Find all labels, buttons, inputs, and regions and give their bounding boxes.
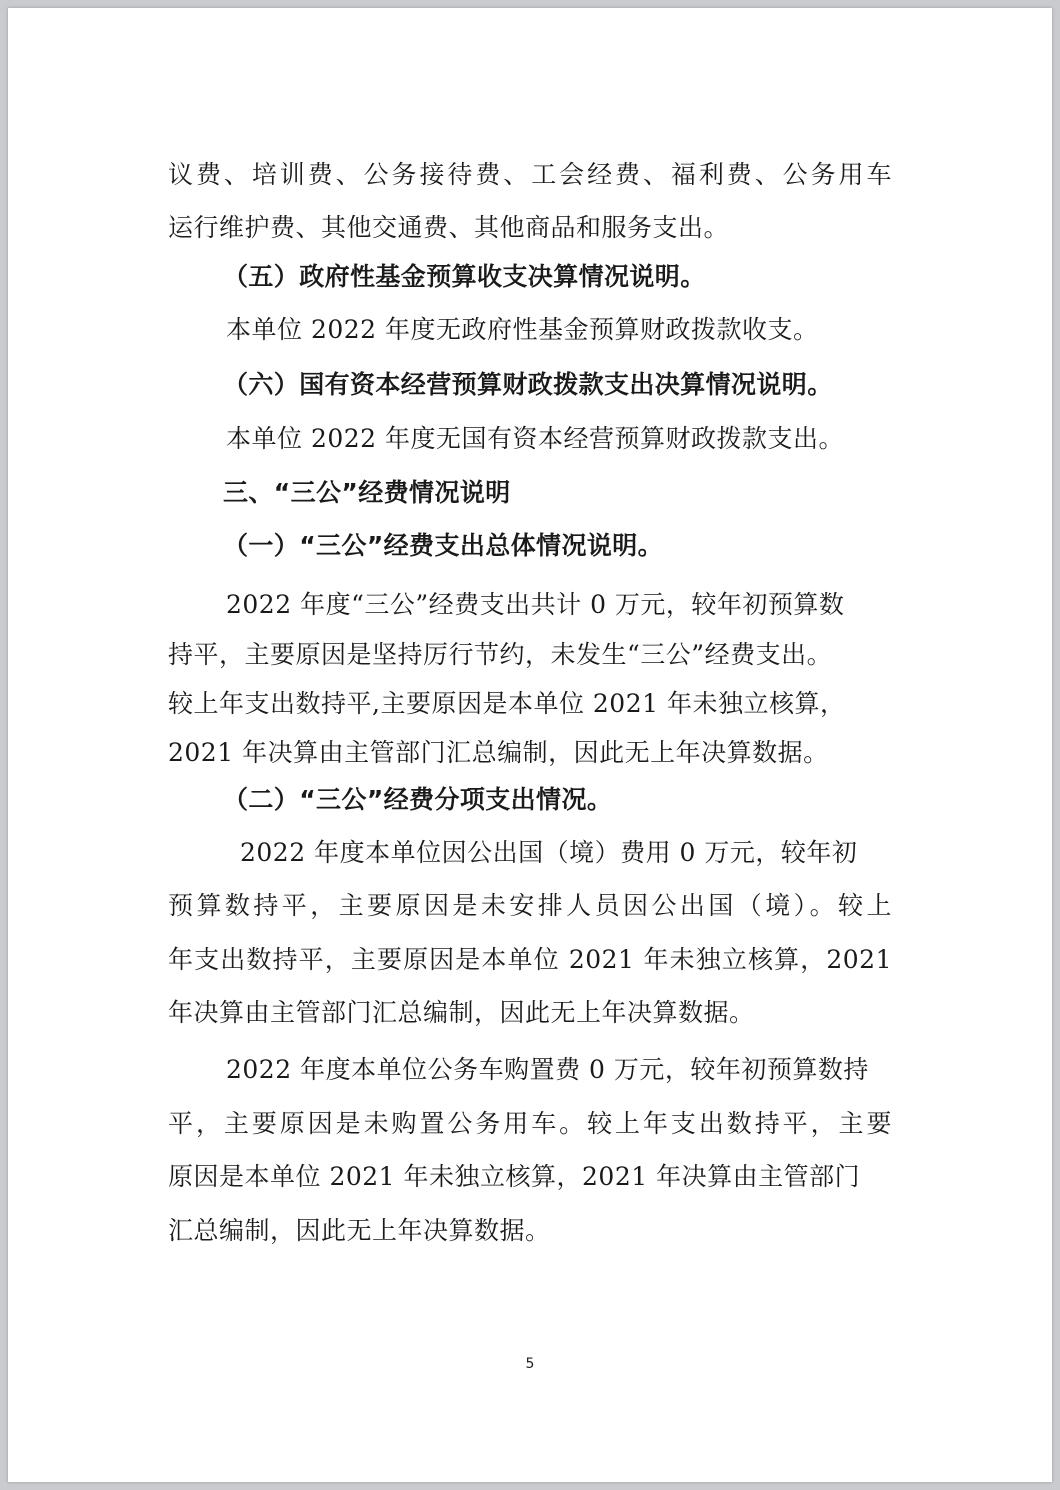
- body-text-line: 本单位 2022 年度无政府性基金预算财政拨款收支。: [226, 315, 819, 344]
- body-text-line: 汇总编制，因此无上年决算数据。: [168, 1216, 551, 1245]
- section-heading: 三、“三公”经费情况说明: [223, 478, 511, 507]
- section-heading: （二）“三公”经费分项支出情况。: [223, 785, 613, 814]
- document-page: [8, 8, 1052, 1482]
- body-text-line: 原因是本单位 2021 年未独立核算，2021 年决算由主管部门: [168, 1162, 861, 1191]
- body-text-line: 较上年支出数持平,主要原因是本单位 2021 年未独立核算，: [168, 689, 846, 718]
- body-text-line: 2022 年度“三公”经费支出共计 0 万元，较年初预算数: [226, 590, 845, 619]
- body-text-line: 平，主要原因是未购置公务用车。较上年支出数持平，主要: [168, 1109, 892, 1138]
- section-heading: （一）“三公”经费支出总体情况说明。: [223, 531, 664, 560]
- body-text-line: 2021 年决算由主管部门汇总编制，因此无上年决算数据。: [168, 738, 829, 767]
- section-heading: （五）政府性基金预算收支决算情况说明。: [223, 262, 706, 291]
- body-text-line: 预算数持平，主要原因是未安排人员因公出国（境）。较上: [168, 891, 892, 920]
- body-text-line: 2022 年度本单位公务车购置费 0 万元，较年初预算数持: [226, 1055, 869, 1084]
- body-text-line: 议费、培训费、公务接待费、工会经费、福利费、公务用车: [168, 160, 892, 189]
- body-text-line: 运行维护费、其他交通费、其他商品和服务支出。: [168, 213, 730, 242]
- body-text-line: 2022 年度本单位因公出国（境）费用 0 万元，较年初: [240, 838, 858, 867]
- body-text-line: 年决算由主管部门汇总编制，因此无上年决算数据。: [168, 998, 755, 1027]
- section-heading: （六）国有资本经营预算财政拨款支出决算情况说明。: [223, 370, 833, 399]
- body-text-line: 年支出数持平，主要原因是本单位 2021 年未独立核算，2021: [168, 945, 892, 974]
- page-number: 5: [525, 1356, 535, 1372]
- body-text-line: 持平，主要原因是坚持厉行节约，未发生“三公”经费支出。: [168, 640, 833, 669]
- body-text-line: 本单位 2022 年度无国有资本经营预算财政拨款支出。: [226, 424, 845, 453]
